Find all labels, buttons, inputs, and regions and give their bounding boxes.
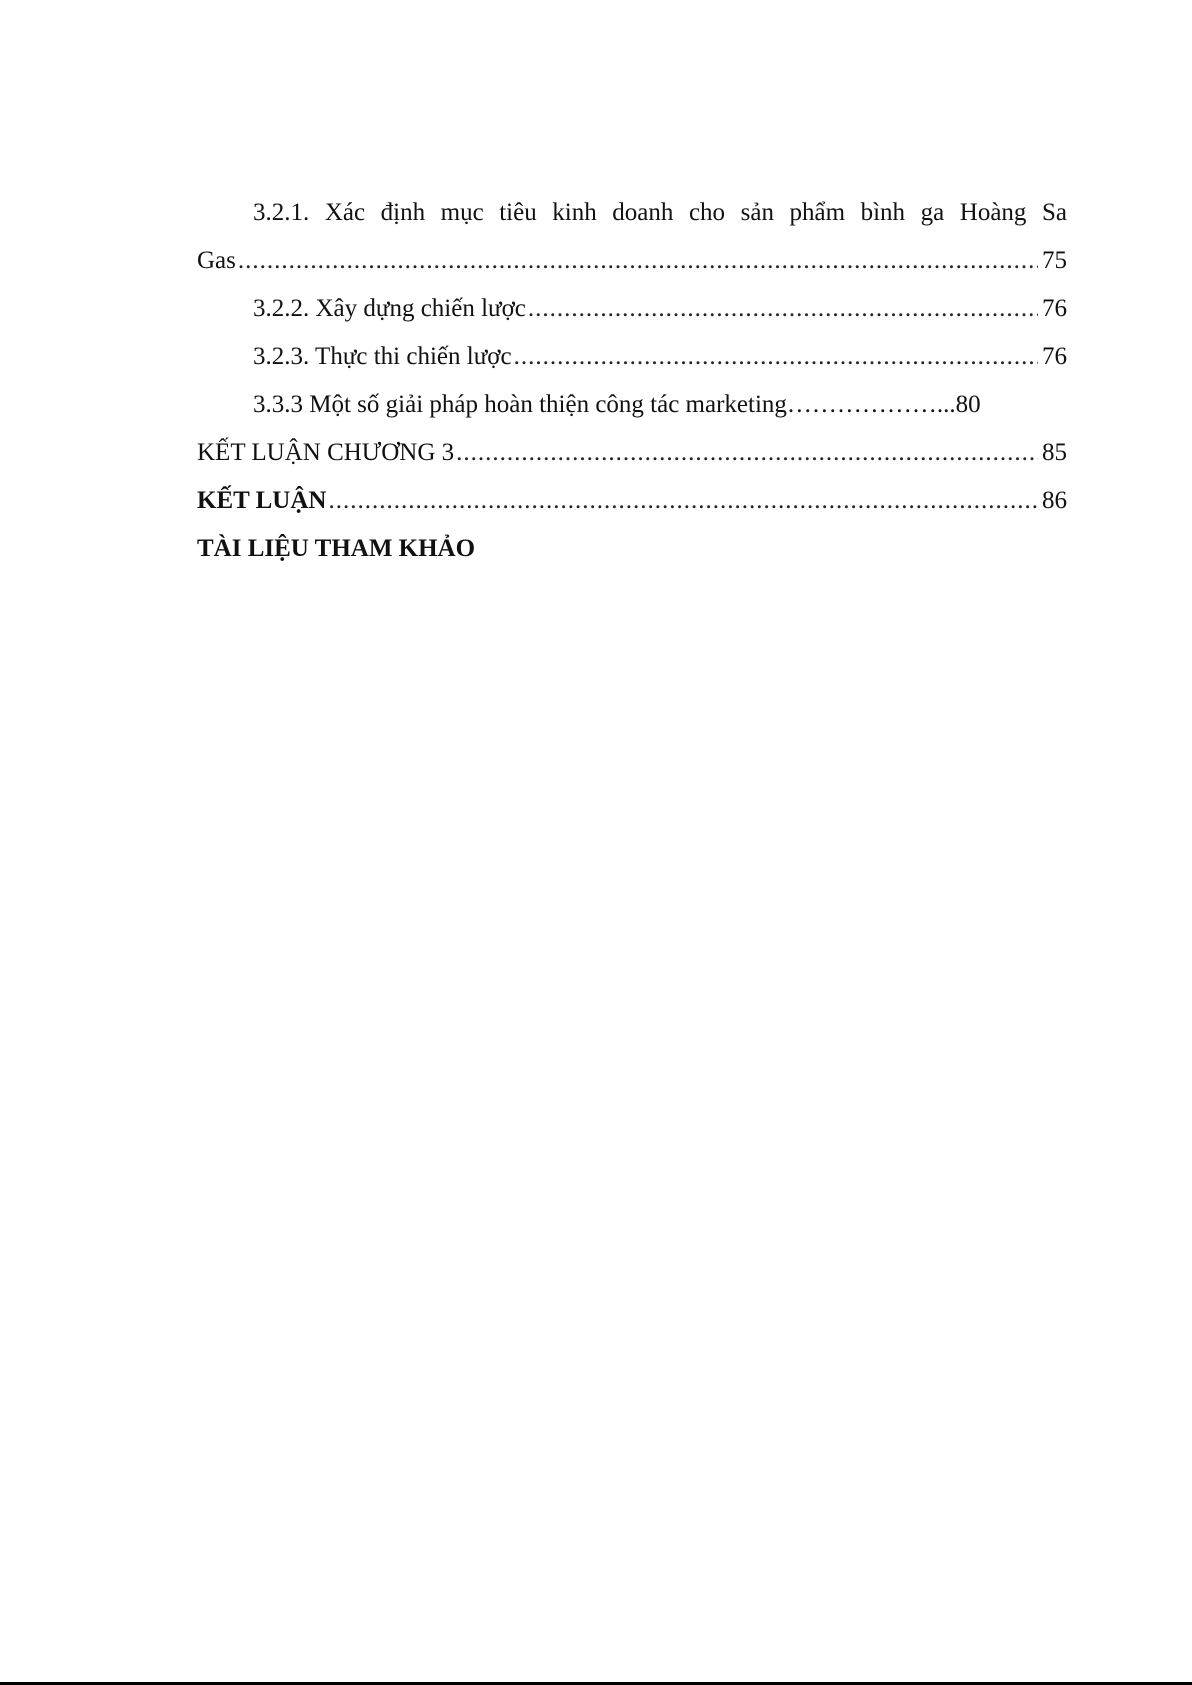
toc-page-number: 76 [1042,295,1067,322]
dot-leader [456,429,1038,477]
toc-entry-text: KẾT LUẬN [197,487,327,514]
toc-page-number: 85 [1042,439,1067,466]
toc-entry-conclusion-chapter-3 [197,429,1067,477]
toc-page-number: 76 [1042,343,1067,370]
toc-entry-3-2-2 [197,285,1067,333]
toc-entry-text: Gas [197,247,236,274]
toc-entry-references [197,525,1067,573]
toc-entry-text: TÀI LIỆU THAM KHẢO [197,535,476,562]
toc-entry-3-2-1-line-2 [197,237,1067,285]
toc-entry-text: 3.2.2. Xây dựng chiến lược [253,295,526,322]
toc-entry-3-2-3 [197,333,1067,381]
toc-entry-conclusion [197,477,1067,525]
toc-entry-text: 3.2.3. Thực thi chiến lược [253,343,512,370]
toc-entry-3-2-1-line-1 [197,189,1067,237]
toc-entry-3-3-3 [197,381,1067,429]
table-of-contents [197,189,1067,573]
toc-entry-text: KẾT LUẬN CHƯƠNG 3 [197,439,455,466]
dot-leader [528,285,1038,333]
dot-leader [514,333,1038,381]
toc-entry-text: 3.3.3 Một số giải pháp hoàn thiện công tác marketing………………...80 [253,391,981,418]
toc-page-number: 75 [1042,247,1067,274]
dot-leader [328,477,1038,525]
toc-page-number: 86 [1042,487,1067,514]
dot-leader [238,237,1038,285]
toc-entry-text: 3.2.1. Xác định mục tiêu kinh doanh cho sản phẩm bình ga Hoàng Sa [253,199,1067,226]
